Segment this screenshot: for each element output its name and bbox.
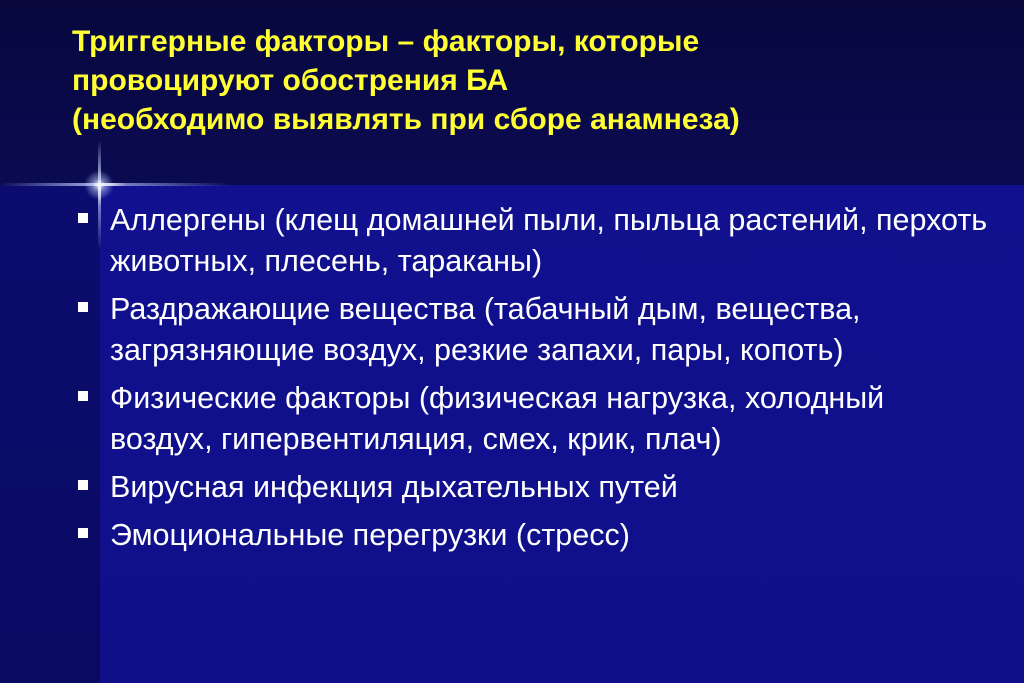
title-line: провоцируют обострения БА: [72, 64, 509, 97]
bullet-text: Эмоциональные перегрузки (стресс): [110, 518, 630, 552]
bullet-item: [74, 200, 994, 282]
bullet-item: [74, 515, 994, 556]
bullet-item: [74, 467, 994, 508]
sparkle-horizontal-line: [0, 183, 230, 186]
title-line: Триггерные факторы – факторы, которые: [72, 25, 700, 58]
sparkle-star-icon: [84, 170, 114, 200]
square-bullet-icon: [78, 213, 88, 223]
bullet-item: [74, 289, 994, 371]
square-bullet-icon: [78, 480, 88, 490]
square-bullet-icon: [78, 391, 88, 401]
bullet-text: Раздражающие вещества (табачный дым, вещества, загрязняющие воздух, резкие запахи, пары, копоть): [110, 292, 861, 367]
square-bullet-icon: [78, 302, 88, 312]
bullet-list: [74, 200, 994, 563]
slide-title: [72, 22, 972, 139]
bullet-text: Вирусная инфекция дыхательных путей: [110, 470, 678, 504]
title-line: (необходимо выявлять при сборе анамнеза): [72, 103, 740, 136]
bullet-text: Аллергены (клещ домашней пыли, пыльца растений, перхоть животных, плесень, тараканы): [110, 203, 988, 278]
bullet-item: [74, 378, 994, 460]
square-bullet-icon: [78, 528, 88, 538]
bullet-text: Физические факторы (физическая нагрузка, холодный воздух, гипервентиляция, смех, крик, плач): [110, 381, 885, 456]
